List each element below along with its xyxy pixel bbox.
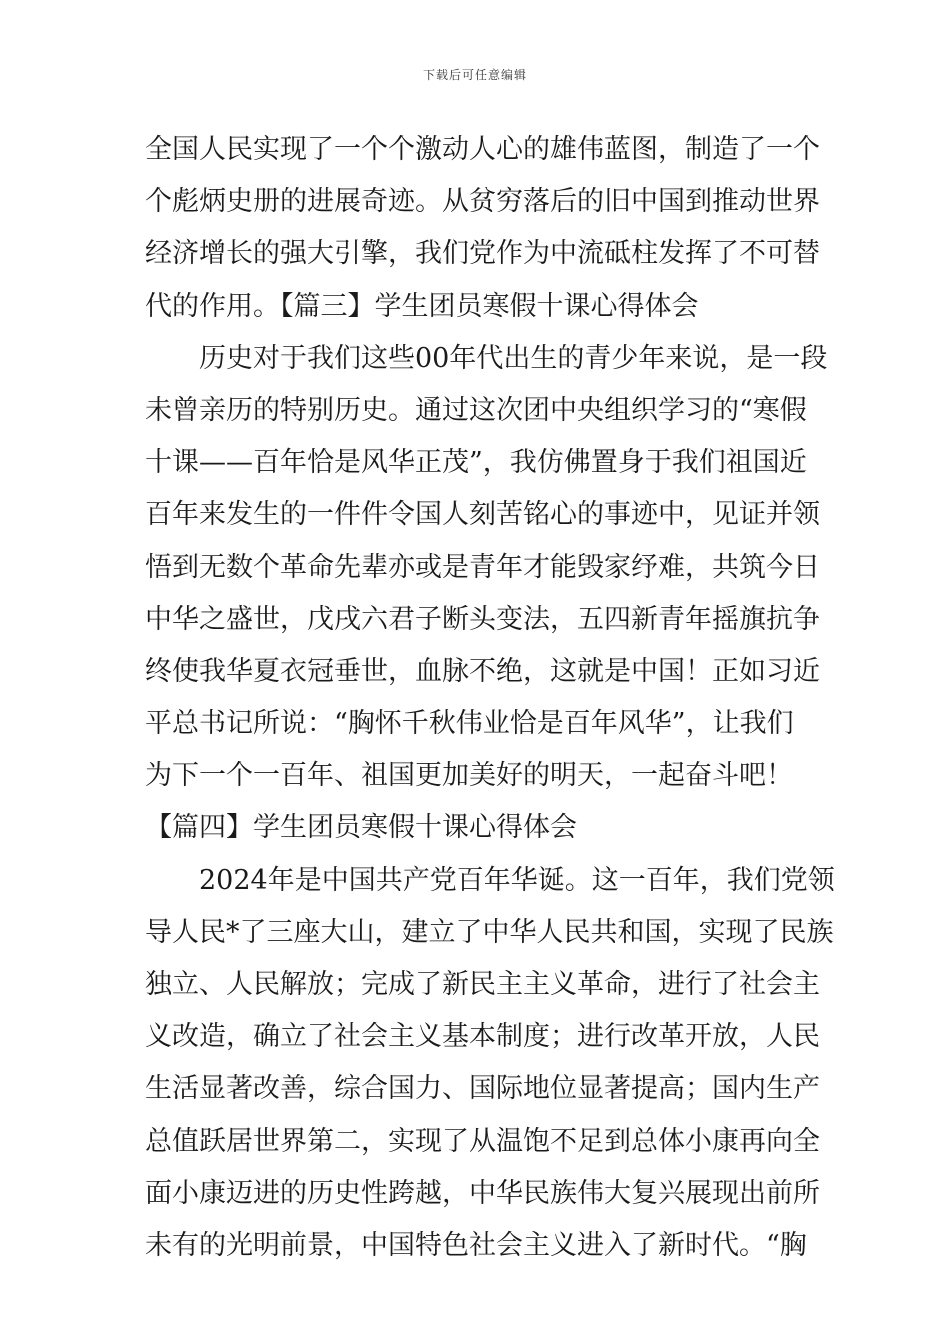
text-line: 全国人民实现了一个个激动人心的雄伟蓝图，制造了一个 [145,134,820,165]
text-line: 义改造，确立了社会主义基本制度；进行改革开放，人民 [145,1021,820,1053]
text-line: 代的作用。【篇三】学生团员寒假十课心得体会 [145,290,699,322]
text-line: 终使我华夏衣冠垂世，血脉不绝，这就是中国！正如习近 [145,655,820,687]
text-line: 平总书记所说：“胸怀千秋伟业恰是百年风华”，让我们 [145,708,794,740]
text-line: 悟到无数个革命先辈亦或是青年才能毁家纾难，共筑今日 [145,551,820,583]
section-heading: 【篇四】学生团员寒假十课心得体会 [145,812,577,844]
text-line: 中华之盛世，戊戌六君子断头变法，五四新青年摇旗抗争 [145,603,820,635]
text-line: 个彪炳史册的进展奇迹。从贫穷落后的旧中国到推动世界 [145,186,820,218]
text-line: 导人民*了三座大山，建立了中华人民共和国，实现了民族 [145,916,834,948]
text-line: 生活显著改善，综合国力、国际地位显著提高；国内生产 [145,1073,820,1105]
header-note: 下载后可任意编辑 [422,68,527,82]
text-line: 独立、人民解放；完成了新民主主义革命，进行了社会主 [145,969,820,1000]
text-line: 未曾亲历的特别历史。通过这次团中央组织学习的“寒假 [145,394,807,426]
body-text [145,124,835,1272]
paragraph-start-line: 历史对于我们这些00年代出生的青少年来说，是一段 [199,342,828,374]
text-line: 未有的光明前景，中国特色社会主义进入了新时代。“胸 [145,1229,807,1261]
text-line: 十课——百年恰是风华正茂”，我仿佛置身于我们祖国近 [145,447,807,479]
text-line: 面小康迈进的历史性跨越，中华民族伟大复兴展现出前所 [145,1177,820,1209]
text-line: 为下一个一百年、祖国更加美好的明天，一起奋斗吧！ [145,760,793,792]
paragraph-start-line: 2024年是中国共产党百年华诞。这一百年，我们党领 [199,864,835,896]
text-line: 经济增长的强大引擎，我们党作为中流砥柱发挥了不可替 [145,238,820,270]
text-line: 总值跃居世界第二，实现了从温饱不足到总体小康再向全 [145,1125,820,1157]
text-line: 百年来发生的一件件令国人刻苦铭心的事迹中，见证并领 [145,499,820,531]
